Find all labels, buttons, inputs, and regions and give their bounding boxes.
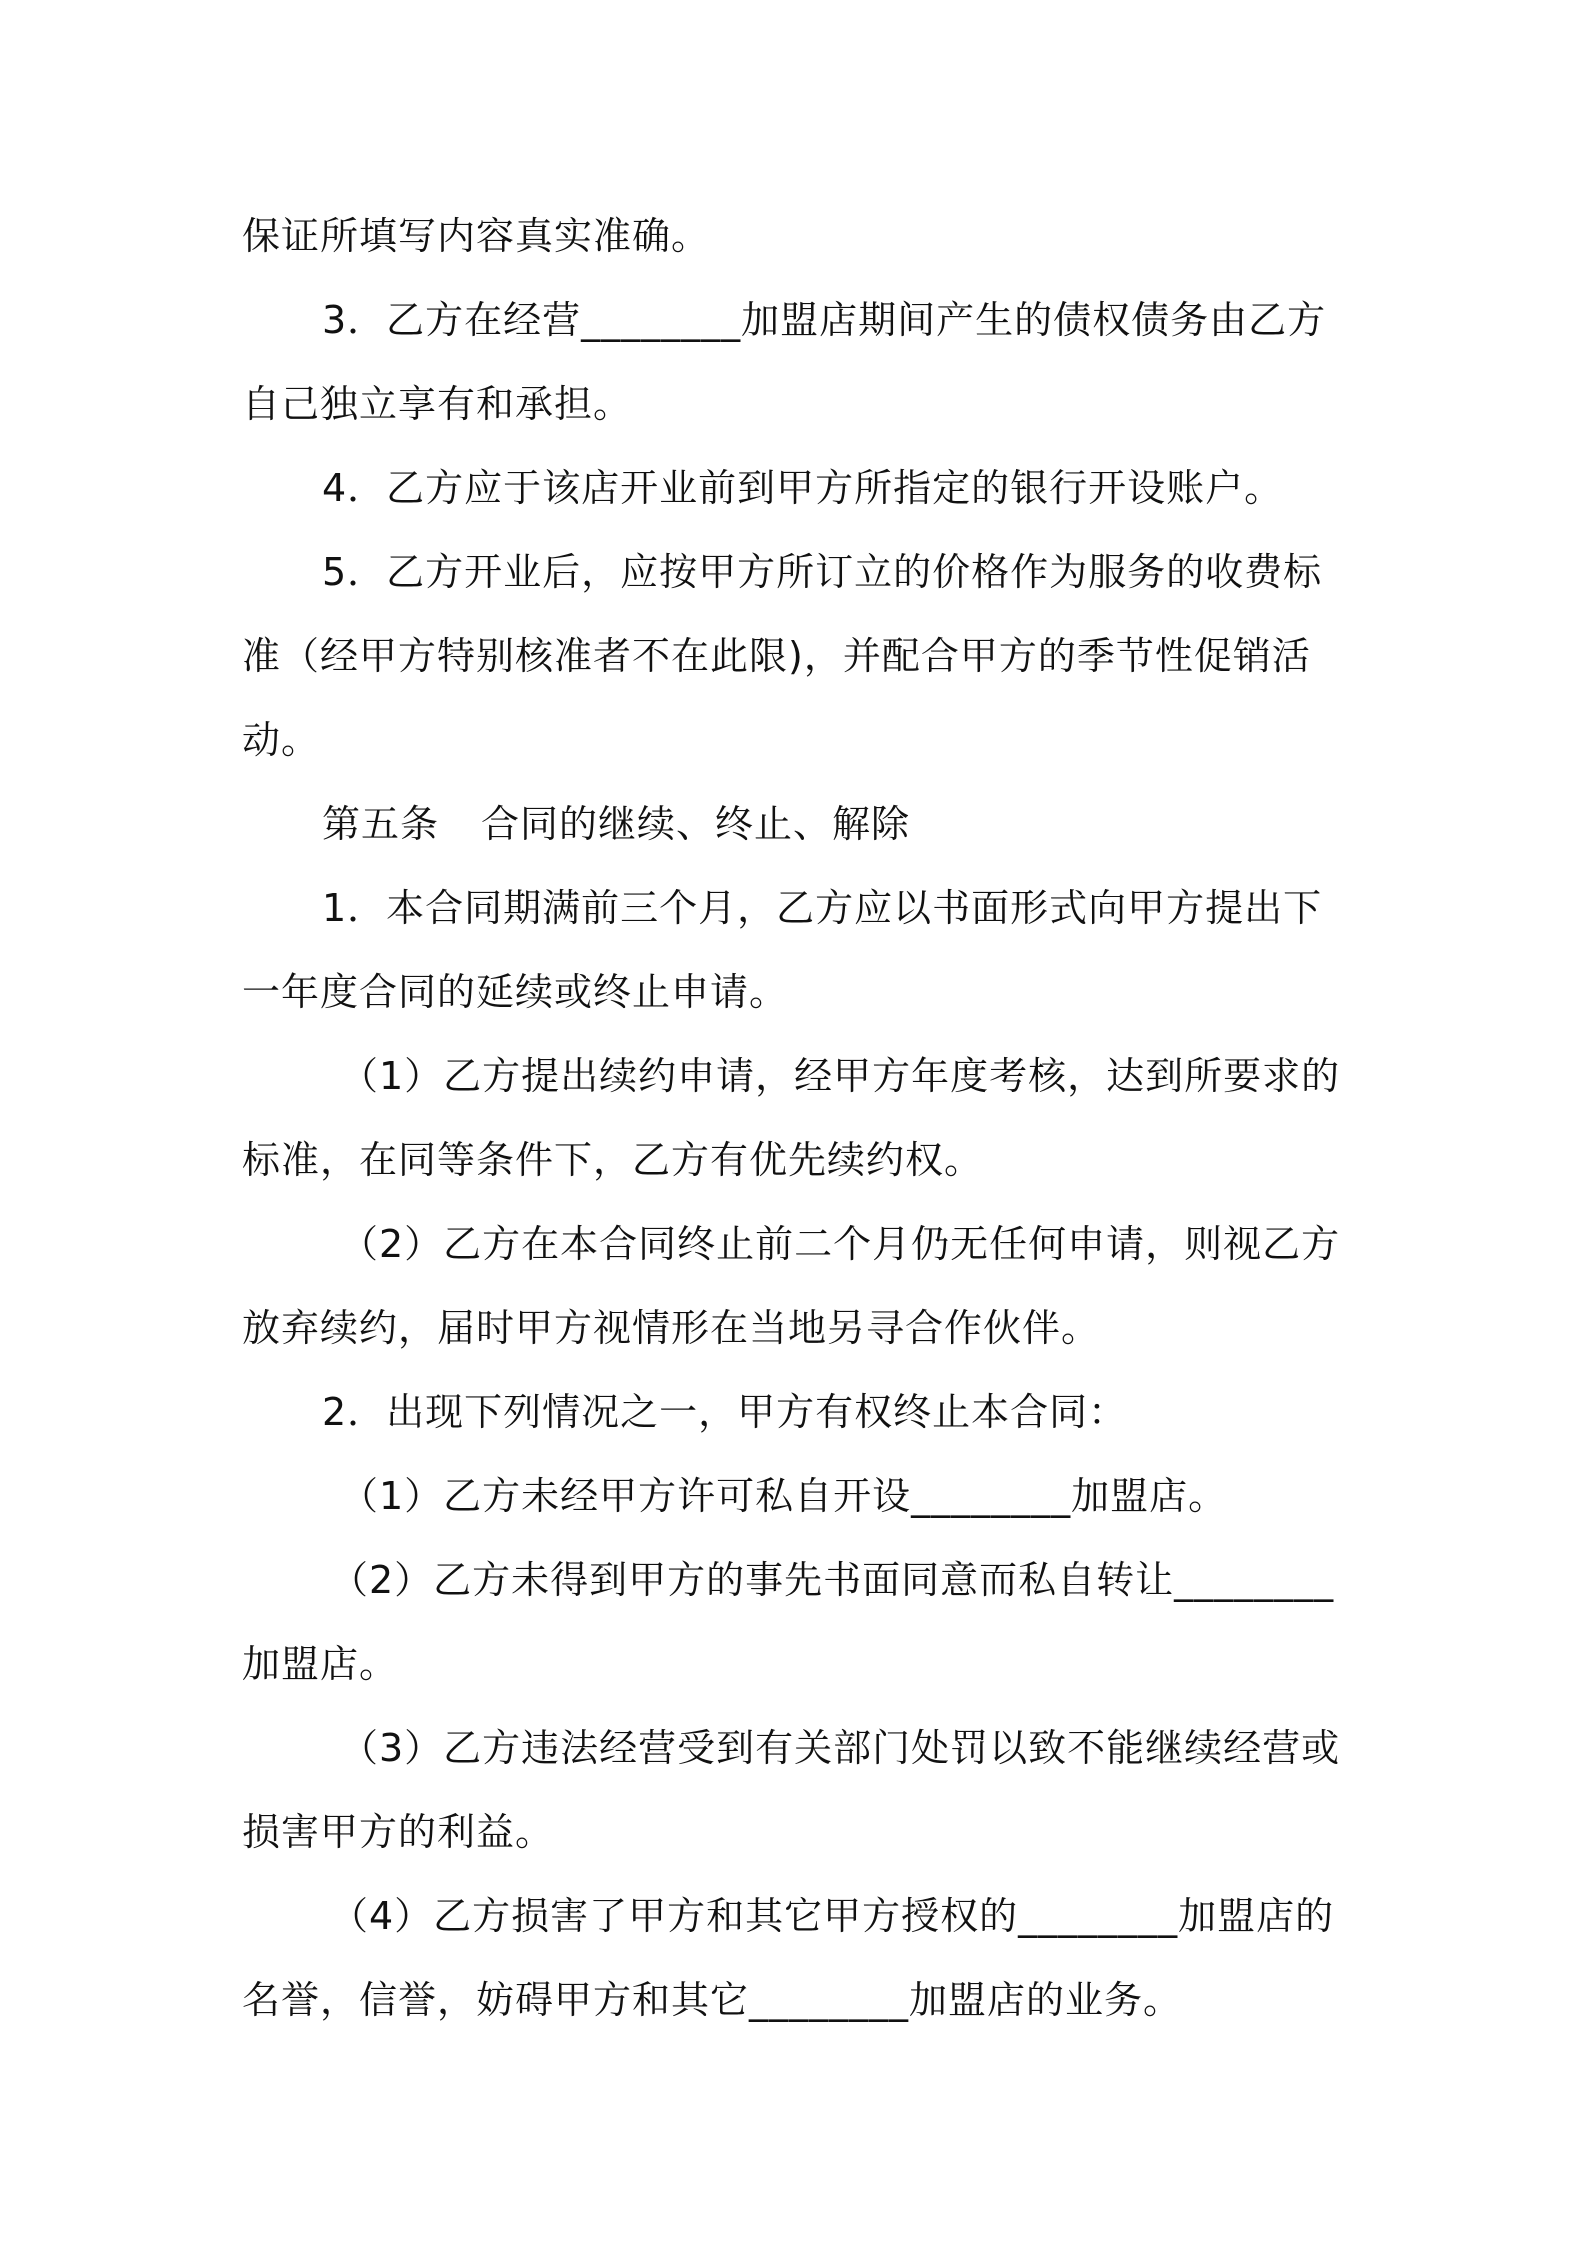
paragraph-line: 4．乙方应于该店开业前到甲方所指定的银行开设账户。 [322, 466, 1284, 510]
paragraph-line: 名誉，信誉，妨碍甲方和其它________加盟店的业务。 [242, 1978, 1183, 2022]
paragraph-line: （4）乙方损害了甲方和其它甲方授权的________加盟店的 [330, 1894, 1335, 1938]
paragraph-line: 2．出现下列情况之一，甲方有权终止本合同： [322, 1390, 1128, 1434]
paragraph-line: 1．本合同期满前三个月，乙方应以书面形式向甲方提出下 [322, 886, 1323, 930]
section-title: 合同的继续、终止、解除 [481, 802, 911, 846]
paragraph-line: 3．乙方在经营________加盟店期间产生的债权债务由乙方 [322, 298, 1327, 342]
paragraph-line: （2）乙方在本合同终止前二个月仍无任何申请，则视乙方 [340, 1222, 1341, 1266]
paragraph-line: 自己独立享有和承担。 [242, 382, 633, 426]
paragraph-line: 损害甲方的利益。 [242, 1810, 555, 1854]
paragraph-line: 保证所填写内容真实准确。 [242, 214, 711, 258]
paragraph-line: （2）乙方未得到甲方的事先书面同意而私自转让________ [330, 1558, 1335, 1602]
paragraph-line: 一年度合同的延续或终止申请。 [242, 970, 789, 1014]
paragraph-line: （1）乙方未经甲方许可私自开设________加盟店。 [340, 1474, 1228, 1518]
section-number: 第五条 [322, 802, 440, 846]
paragraph-line: 放弃续约，届时甲方视情形在当地另寻合作伙伴。 [242, 1306, 1101, 1350]
paragraph-line: 加盟店。 [242, 1642, 399, 1686]
paragraph-line: （1）乙方提出续约申请，经甲方年度考核，达到所要求的 [340, 1054, 1341, 1098]
document-body [242, 194, 1352, 2042]
paragraph-line: 动。 [242, 718, 321, 762]
paragraph-line: （3）乙方违法经营受到有关部门处罚以致不能继续经营或 [340, 1726, 1341, 1770]
paragraph-line: 标准，在同等条件下，乙方有优先续约权。 [242, 1138, 984, 1182]
section-heading [242, 782, 1352, 866]
paragraph-line: 准（经甲方特别核准者不在此限)，并配合甲方的季节性促销活 [242, 634, 1311, 678]
paragraph-line: 5．乙方开业后，应按甲方所订立的价格作为服务的收费标 [322, 550, 1323, 594]
